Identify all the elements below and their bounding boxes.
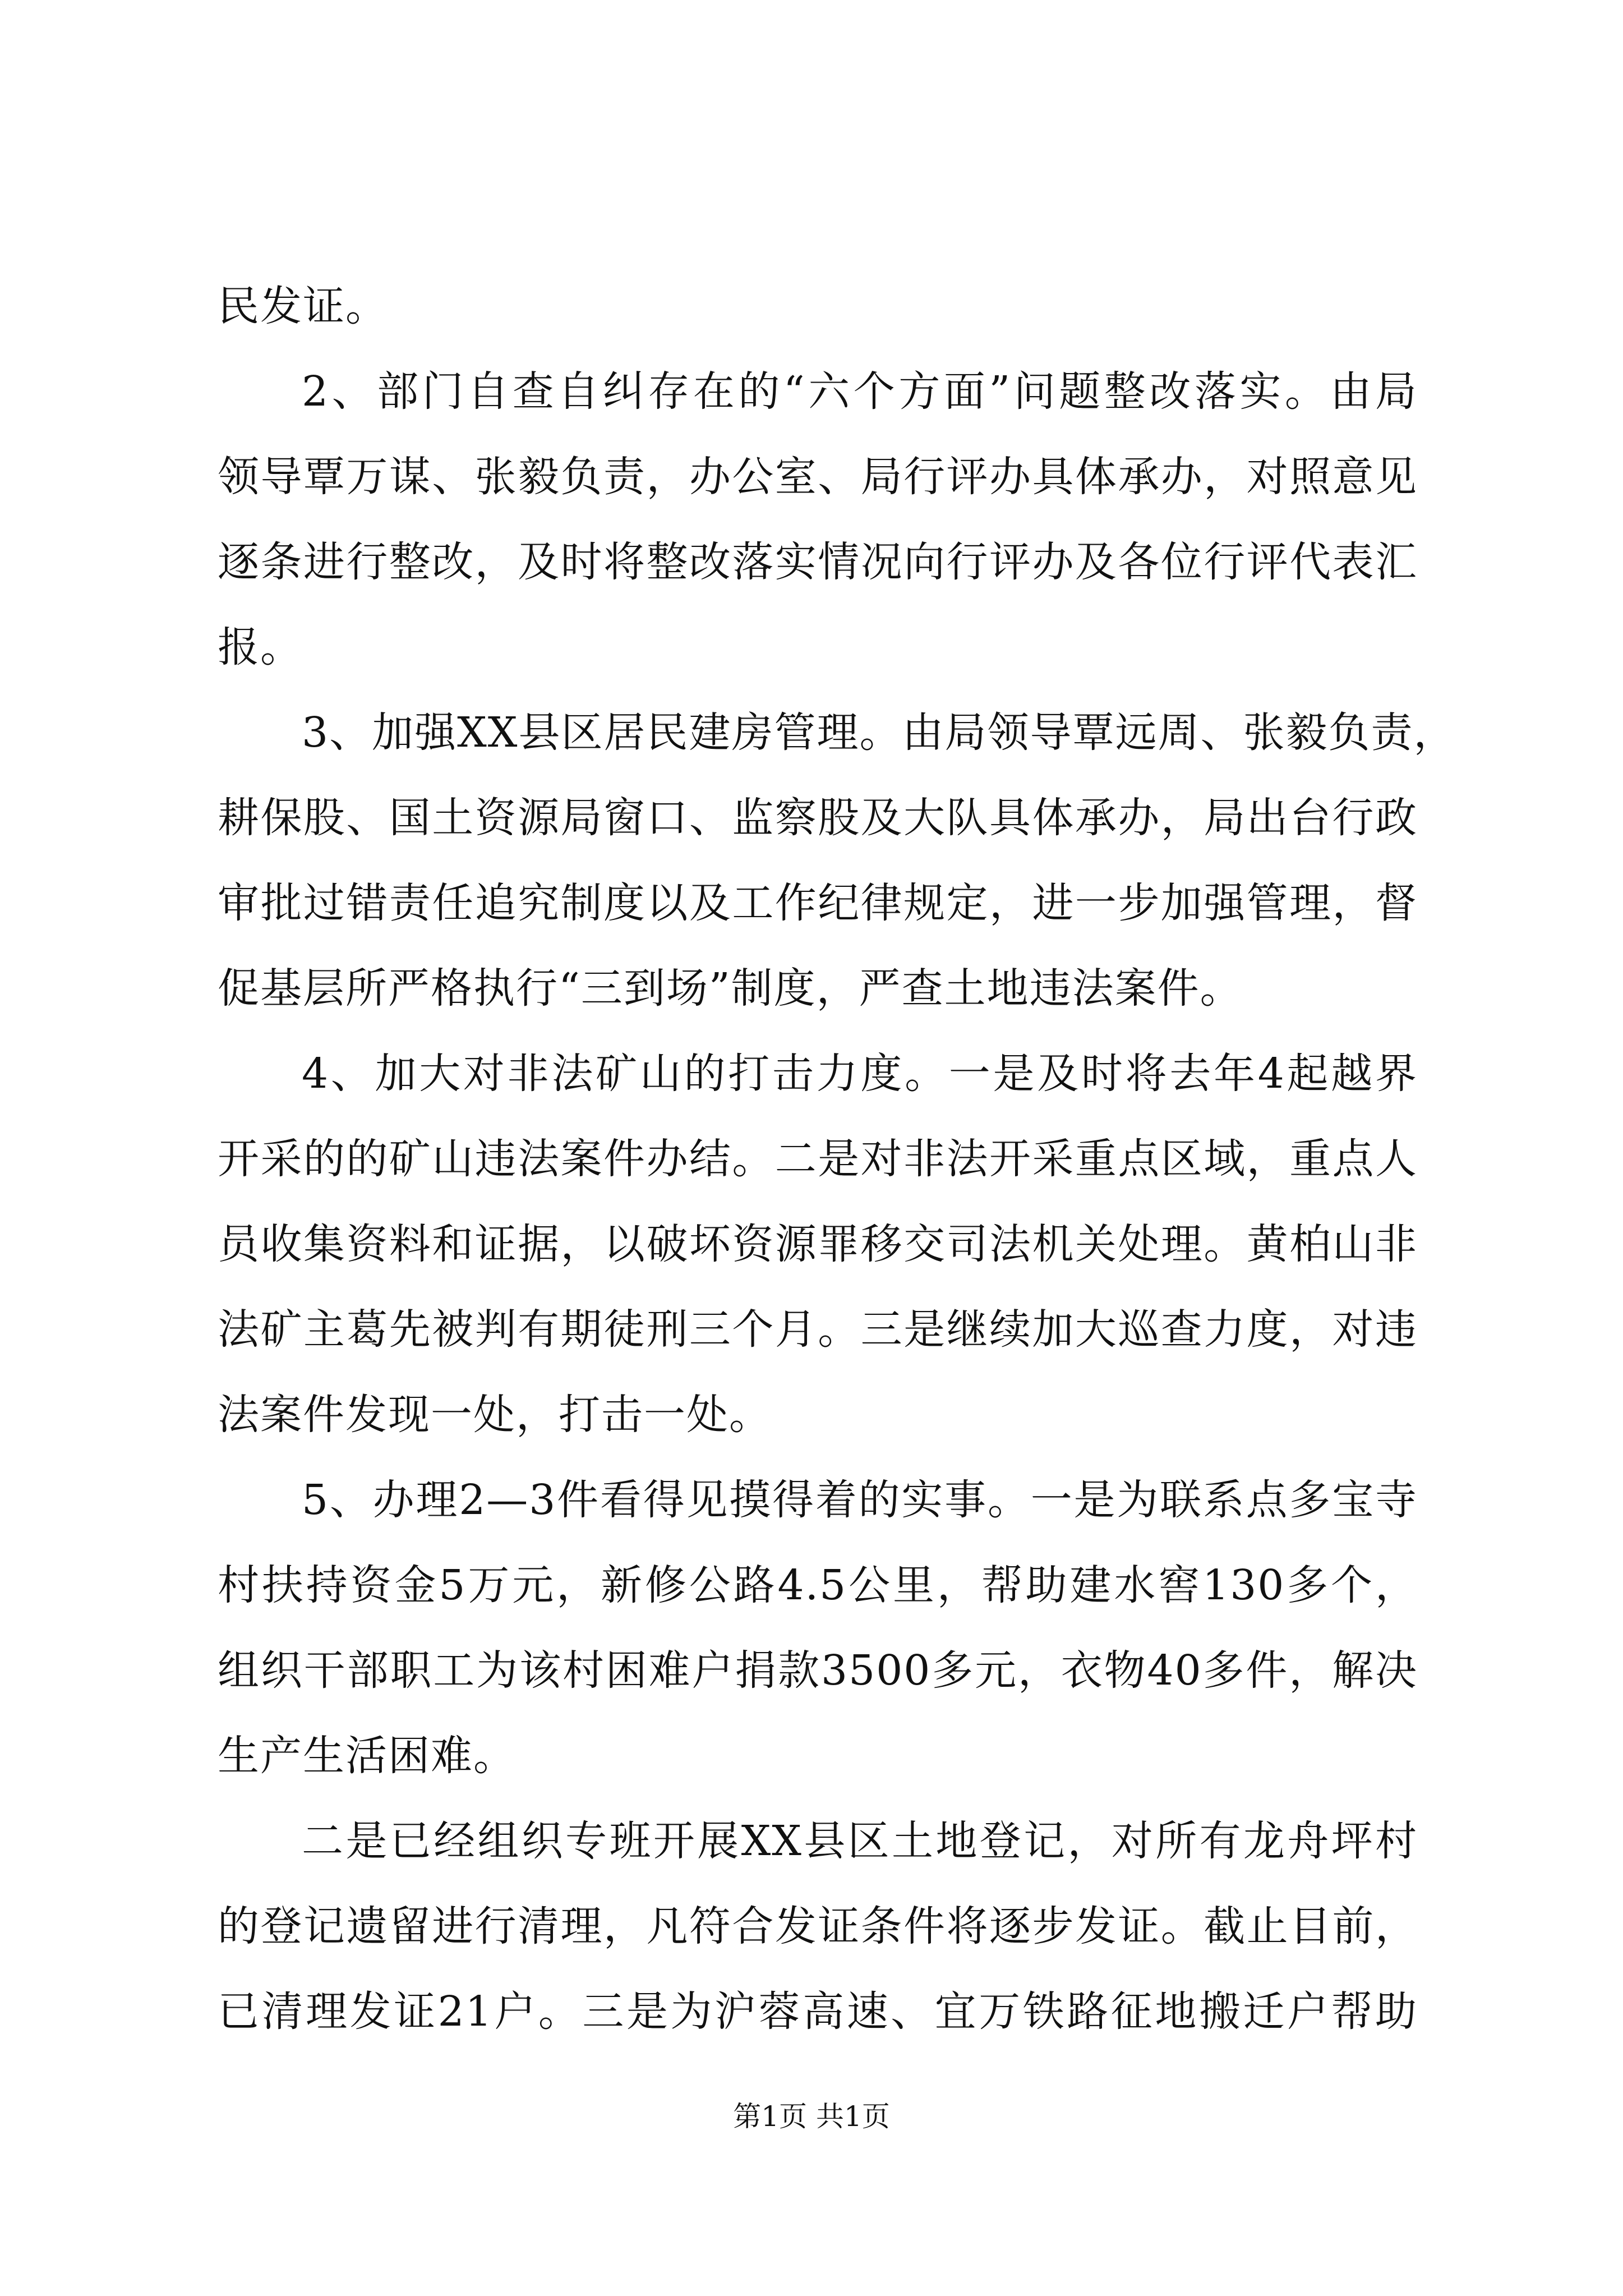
text-line: 逐条进行整改，及时将整改落实情况向行评办及各位行评代表汇 [218, 538, 1418, 586]
page-footer: 第1页 共1页 [733, 2100, 890, 2133]
text-line: 民发证。 [218, 282, 388, 330]
text-line: 法案件发现一处，打击一处。 [218, 1391, 772, 1439]
text-line: 5、办理2—3件看得见摸得着的实事。一是为联系点多宝寺 [302, 1476, 1418, 1524]
text-line: 生产生活困难。 [218, 1732, 516, 1780]
text-line: 开采的的矿山违法案件办结。二是对非法开采重点区域，重点人 [218, 1135, 1418, 1183]
text-line: 二是已经组织专班开展XX县区土地登记，对所有龙舟坪村 [302, 1817, 1418, 1865]
text-line: 促基层所严格执行“三到场”制度，严查土地违法案件。 [218, 964, 1243, 1013]
text-line: 员收集资料和证据，以破坏资源罪移交司法机关处理。黄柏山非 [218, 1220, 1418, 1268]
text-line: 4、加大对非法矿山的打击力度。一是及时将去年4起越界 [302, 1050, 1418, 1098]
text-line: 报。 [218, 623, 303, 671]
text-line: 2、部门自查自纠存在的“六个方面”问题整改落实。由局 [302, 367, 1418, 416]
text-line: 法矿主葛先被判有期徒刑三个月。三是继续加大巡查力度，对违 [218, 1305, 1418, 1354]
text-line: 审批过错责任追究制度以及工作纪律规定，进一步加强管理，督 [218, 879, 1418, 927]
text-line: 村扶持资金5万元，新修公路4.5公里，帮助建水窖130多个， [218, 1561, 1418, 1609]
text-line: 3、加强XX县区居民建房管理。由局领导覃远周、张毅负责， [302, 708, 1456, 757]
text-line: 耕保股、国土资源局窗口、监察股及大队具体承办，局出台行政 [218, 794, 1418, 842]
text-line: 组织干部职工为该村困难户捐款3500多元，衣物40多件，解决 [218, 1646, 1418, 1695]
document-body [218, 264, 1456, 2054]
text-line: 的登记遗留进行清理，凡符合发证条件将逐步发证。截止目前， [218, 1902, 1418, 1950]
text-line: 领导覃万谋、张毅负责，办公室、局行评办具体承办，对照意见 [218, 453, 1418, 501]
text-line: 已清理发证21户。三是为沪蓉高速、宜万铁路征地搬迁户帮助 [218, 1987, 1418, 2036]
